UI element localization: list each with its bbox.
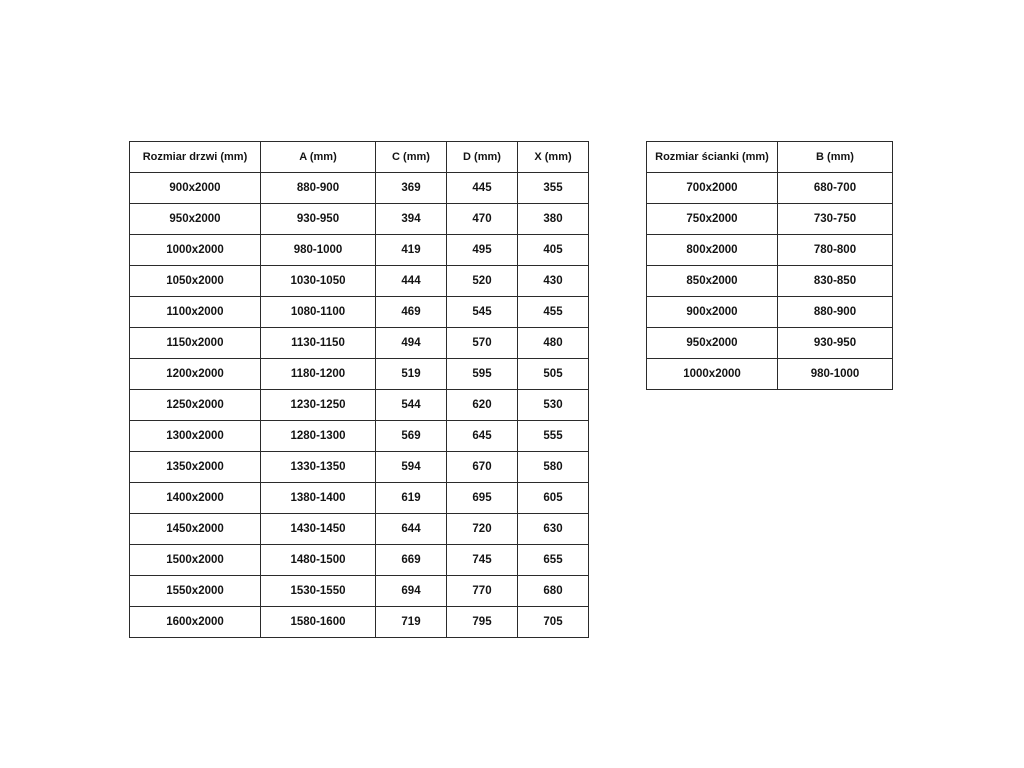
cell-wall-size: 750x2000 — [647, 204, 778, 235]
cell-x: 580 — [518, 452, 589, 483]
cell-door-size: 1450x2000 — [130, 514, 261, 545]
wall-table-body — [647, 173, 893, 390]
cell-d: 545 — [447, 297, 518, 328]
table-row — [130, 452, 589, 483]
cell-door-size: 1150x2000 — [130, 328, 261, 359]
table-row — [647, 359, 893, 390]
door-table-head — [130, 142, 589, 173]
cell-d: 570 — [447, 328, 518, 359]
cell-b: 880-900 — [778, 297, 893, 328]
cell-d: 620 — [447, 390, 518, 421]
wall-sizes-table — [646, 141, 893, 390]
table-row — [130, 359, 589, 390]
cell-a: 1180-1200 — [261, 359, 376, 390]
cell-a: 1530-1550 — [261, 576, 376, 607]
cell-d: 795 — [447, 607, 518, 638]
cell-door-size: 950x2000 — [130, 204, 261, 235]
cell-a: 1430-1450 — [261, 514, 376, 545]
cell-door-size: 1500x2000 — [130, 545, 261, 576]
cell-a: 1230-1250 — [261, 390, 376, 421]
cell-d: 720 — [447, 514, 518, 545]
cell-x: 355 — [518, 173, 589, 204]
column-header-door-size: Rozmiar drzwi (mm) — [130, 142, 261, 173]
table-row — [130, 328, 589, 359]
cell-x: 430 — [518, 266, 589, 297]
cell-x: 530 — [518, 390, 589, 421]
cell-a: 1280-1300 — [261, 421, 376, 452]
table-header-row — [647, 142, 893, 173]
cell-c: 369 — [376, 173, 447, 204]
wall-table-head — [647, 142, 893, 173]
column-header-x: X (mm) — [518, 142, 589, 173]
cell-door-size: 1000x2000 — [130, 235, 261, 266]
cell-wall-size: 900x2000 — [647, 297, 778, 328]
table-row — [130, 576, 589, 607]
cell-x: 680 — [518, 576, 589, 607]
table-row — [130, 545, 589, 576]
cell-a: 880-900 — [261, 173, 376, 204]
cell-d: 695 — [447, 483, 518, 514]
cell-d: 495 — [447, 235, 518, 266]
table-row — [130, 204, 589, 235]
tables-container — [129, 141, 893, 638]
cell-door-size: 900x2000 — [130, 173, 261, 204]
table-header-row — [130, 142, 589, 173]
cell-c: 644 — [376, 514, 447, 545]
cell-a: 1030-1050 — [261, 266, 376, 297]
cell-wall-size: 950x2000 — [647, 328, 778, 359]
cell-wall-size: 1000x2000 — [647, 359, 778, 390]
table-row — [130, 483, 589, 514]
cell-d: 670 — [447, 452, 518, 483]
cell-c: 494 — [376, 328, 447, 359]
cell-door-size: 1600x2000 — [130, 607, 261, 638]
cell-b: 680-700 — [778, 173, 893, 204]
table-row — [647, 235, 893, 266]
table-row — [647, 297, 893, 328]
cell-a: 1380-1400 — [261, 483, 376, 514]
cell-a: 1080-1100 — [261, 297, 376, 328]
table-row — [647, 204, 893, 235]
cell-b: 730-750 — [778, 204, 893, 235]
cell-door-size: 1100x2000 — [130, 297, 261, 328]
table-row — [647, 328, 893, 359]
cell-a: 980-1000 — [261, 235, 376, 266]
cell-x: 605 — [518, 483, 589, 514]
cell-d: 745 — [447, 545, 518, 576]
cell-d: 595 — [447, 359, 518, 390]
cell-c: 544 — [376, 390, 447, 421]
cell-c: 444 — [376, 266, 447, 297]
column-header-b: B (mm) — [778, 142, 893, 173]
cell-wall-size: 850x2000 — [647, 266, 778, 297]
cell-d: 770 — [447, 576, 518, 607]
cell-door-size: 1300x2000 — [130, 421, 261, 452]
cell-a: 1330-1350 — [261, 452, 376, 483]
table-row — [130, 297, 589, 328]
column-header-c: C (mm) — [376, 142, 447, 173]
cell-door-size: 1550x2000 — [130, 576, 261, 607]
cell-x: 480 — [518, 328, 589, 359]
cell-c: 619 — [376, 483, 447, 514]
cell-c: 669 — [376, 545, 447, 576]
cell-d: 470 — [447, 204, 518, 235]
cell-c: 569 — [376, 421, 447, 452]
cell-a: 1480-1500 — [261, 545, 376, 576]
table-row — [647, 266, 893, 297]
cell-door-size: 1250x2000 — [130, 390, 261, 421]
cell-c: 419 — [376, 235, 447, 266]
cell-a: 1130-1150 — [261, 328, 376, 359]
cell-door-size: 1050x2000 — [130, 266, 261, 297]
cell-x: 630 — [518, 514, 589, 545]
cell-c: 394 — [376, 204, 447, 235]
cell-x: 405 — [518, 235, 589, 266]
table-row — [130, 390, 589, 421]
cell-c: 719 — [376, 607, 447, 638]
cell-door-size: 1200x2000 — [130, 359, 261, 390]
cell-x: 705 — [518, 607, 589, 638]
cell-door-size: 1350x2000 — [130, 452, 261, 483]
cell-wall-size: 700x2000 — [647, 173, 778, 204]
cell-x: 555 — [518, 421, 589, 452]
cell-x: 505 — [518, 359, 589, 390]
cell-d: 645 — [447, 421, 518, 452]
cell-a: 930-950 — [261, 204, 376, 235]
column-header-d: D (mm) — [447, 142, 518, 173]
door-sizes-table — [129, 141, 589, 638]
door-table-body — [130, 173, 589, 638]
table-row — [130, 266, 589, 297]
cell-x: 455 — [518, 297, 589, 328]
column-header-a: A (mm) — [261, 142, 376, 173]
table-row — [647, 173, 893, 204]
column-header-wall-size: Rozmiar ścianki (mm) — [647, 142, 778, 173]
cell-b: 930-950 — [778, 328, 893, 359]
cell-b: 780-800 — [778, 235, 893, 266]
cell-d: 520 — [447, 266, 518, 297]
cell-c: 519 — [376, 359, 447, 390]
cell-c: 594 — [376, 452, 447, 483]
cell-c: 469 — [376, 297, 447, 328]
cell-a: 1580-1600 — [261, 607, 376, 638]
cell-x: 380 — [518, 204, 589, 235]
table-row — [130, 514, 589, 545]
cell-b: 830-850 — [778, 266, 893, 297]
cell-d: 445 — [447, 173, 518, 204]
cell-wall-size: 800x2000 — [647, 235, 778, 266]
table-row — [130, 421, 589, 452]
table-row — [130, 235, 589, 266]
cell-c: 694 — [376, 576, 447, 607]
cell-door-size: 1400x2000 — [130, 483, 261, 514]
cell-x: 655 — [518, 545, 589, 576]
cell-b: 980-1000 — [778, 359, 893, 390]
table-row — [130, 607, 589, 638]
table-row — [130, 173, 589, 204]
